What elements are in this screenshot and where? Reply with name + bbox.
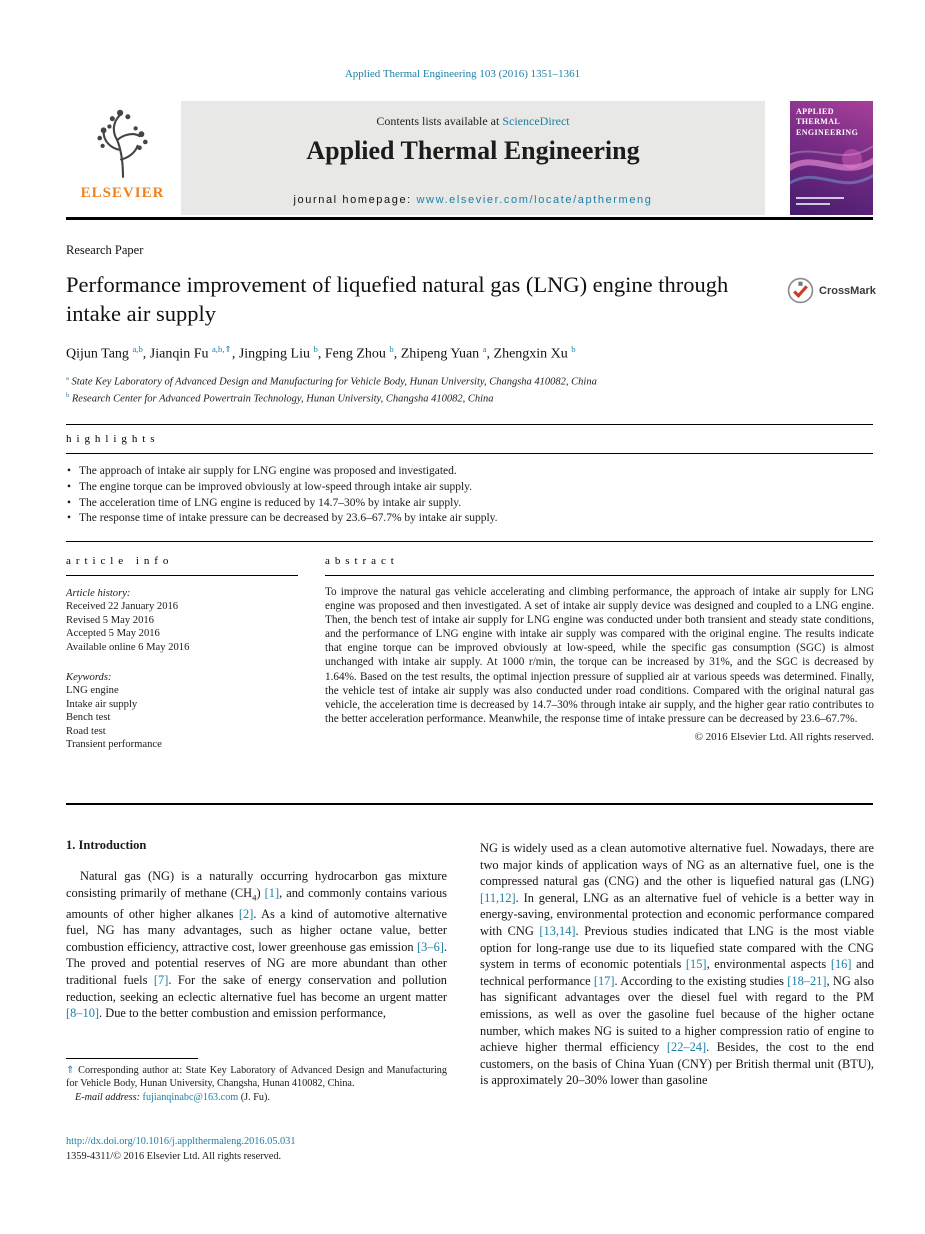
text-segment: , NG also has significant advantages over the diesel fuel with regard to the PM emissions, as well as over the gasoline fuel because of the higher octane number, which makes NG is suited to a higher compression ratio of engine to achieve higher thermal efficiency <box>480 973 874 1055</box>
info-spacer <box>66 654 298 671</box>
abstract-heading: abstract <box>325 555 399 567</box>
cover-text-line <box>796 203 830 205</box>
text-segment: a <box>66 375 69 382</box>
inline-link[interactable]: [11,12] <box>480 890 516 905</box>
text-segment: . Previous studies indicated that LNG is the most viable option for long-range use due to its liquefied state compared with the CNG system in terms of economic potentials <box>480 923 874 972</box>
inline-link[interactable]: [13,14] <box>539 923 576 938</box>
contents-line <box>181 114 765 129</box>
body-column-left-paragraph <box>66 868 447 1022</box>
inline-link[interactable]: [15] <box>685 957 707 972</box>
article-title: Performance improvement of liquefied natural gas (LNG) engine through intake air supply <box>66 272 729 326</box>
article-info-column <box>66 587 298 751</box>
homepage-url-link[interactable]: www.elsevier.com/locate/apthermeng <box>416 194 653 206</box>
text-segment: E-mail address: <box>75 1091 143 1103</box>
keyword-item: LNG engine <box>66 685 119 697</box>
text-segment: , and commonly contains various amounts of other higher alkanes <box>66 885 447 921</box>
highlight-item: • The approach of intake air supply for LNG engine was proposed and investigated. <box>66 464 836 480</box>
text-segment: a,b,⇑ <box>212 344 232 354</box>
keyword-item: Bench test <box>66 712 111 724</box>
journal-banner <box>181 101 765 215</box>
author-list <box>66 344 576 363</box>
text-segment: . As a kind of automotive alternative fuel, NG has many advantages, such as higher octane value, better combustion efficiency, attractive cost, lower greenhouse gas emission <box>66 906 447 954</box>
crossmark-label: CrossMark <box>819 284 876 297</box>
text-segment: a,b <box>132 344 143 354</box>
issn-copyright-line: 1359-4311/© 2016 Elsevier Ltd. All rights reserved. <box>66 1151 282 1162</box>
abstract-copyright: © 2016 Elsevier Ltd. All rights reserved. <box>694 730 874 743</box>
text-segment: b <box>571 344 576 354</box>
affiliations <box>66 372 597 406</box>
highlights-bottom-rule <box>66 541 873 542</box>
text-segment: , Feng Zhou <box>317 346 390 362</box>
inline-link[interactable]: [18–21] <box>787 973 827 988</box>
highlights-heading-rule <box>66 453 873 454</box>
cover-text-line <box>796 197 844 199</box>
elsevier-tree-icon <box>91 103 155 179</box>
highlight-item: • The response time of intake pressure can be decreased by 23.6–67.7% by intake air supply. <box>66 511 836 527</box>
text-segment: . According to the existing studies <box>614 973 788 988</box>
inline-link[interactable]: [22–24] <box>666 1040 707 1055</box>
article-history-label: Article history: <box>66 588 131 599</box>
text-segment: . The proved and potential reserves of NG are more abundant than other traditional fuels <box>66 939 447 988</box>
history-item: Revised 5 May 2016 <box>66 614 154 626</box>
abstract-column <box>325 585 874 743</box>
inline-link[interactable]: [3–6] <box>417 939 444 954</box>
text-segment: State Key Laboratory of Advanced Design and Manufacturing for Vehicle Body, Hunan University, Changsha 410082, China <box>68 376 597 388</box>
article-type-label: Research Paper <box>66 243 144 257</box>
highlight-item: • The engine torque can be improved obviously at low-speed through intake air supply. <box>66 480 836 496</box>
highlights-heading: highlights <box>66 433 160 445</box>
crossmark-icon <box>787 277 814 304</box>
text-segment: 4 <box>252 892 257 903</box>
sciencedirect-link[interactable]: ScienceDirect <box>502 114 570 128</box>
elsevier-logo <box>66 101 179 215</box>
text-segment: , Jianqin Fu <box>142 346 213 362</box>
text-segment: , Zhengxin Xu <box>486 346 572 362</box>
text-segment: b <box>66 392 70 399</box>
article-info-heading: article info <box>66 555 174 567</box>
abstract-text: To improve the natural gas vehicle accelerating and climbing performance, the approach of intake air supply for LNG engine was proposed and then investigated. A set of intake air supply device was designed and coupled to a LNG engine. Then, the bench test of intake air supply for LNG engine was conducted under both transient and steady state conditions, and the performance of LNG engine with intake air supply was compared with the original engine. The results indicate that engine torque can be improved obviously at low-speed, while the specific gas consumption (SGC) is almost unchanged with intake air supply. At 1000 r/min, the torque can be increased by 31%, and the SGC is decreased by 1.64%. Based on the test results, the optimal injection pressure of supplied air at various speeds was determined. Finally, the vehicle test of intake air supply was also conducted under road conditions. Compared with the original natural gas vehicle, the acceleration time is decreased by 14.7–30% through intake air supply, and the higher gear ratio contributes to the better acceleration performance. Meanwhile, the response time of intake pressure can be decreased by 23.6–67.7%. <box>325 586 874 725</box>
inline-link[interactable]: [1] <box>264 885 280 900</box>
affiliation-a <box>66 372 597 389</box>
article-history-list <box>66 600 298 654</box>
highlights-list <box>66 464 836 527</box>
text-segment: . Besides, the cost to the end customers, on the basis of China Yuan (CNY) per British thermal unit (BTU), is approximately 20–30% lower than gasoline <box>480 1040 874 1088</box>
inline-link[interactable]: [16] <box>830 957 852 972</box>
header-divider <box>66 217 873 220</box>
history-item: Available online 6 May 2016 <box>66 641 190 653</box>
elsevier-wordmark: ELSEVIER <box>80 185 165 201</box>
journal-title: Applied Thermal Engineering <box>306 136 640 165</box>
text-segment: and technical performance <box>480 957 874 988</box>
journal-header <box>66 101 873 215</box>
keywords-label: Keywords: <box>66 672 112 684</box>
affiliation-b <box>66 389 597 406</box>
footnote-block <box>66 1058 447 1104</box>
history-item: Accepted 5 May 2016 <box>66 628 160 640</box>
text-segment: . In general, LNG as an alternative fuel of vehicle is a better way in energy-saving, environmental protection and economic performance compared with CNG <box>480 890 874 938</box>
text-segment: ) <box>256 885 265 900</box>
text-segment: Research Center for Advanced Powertrain Technology, Hunan University, Changsha 410082, China <box>69 393 494 405</box>
text-segment: , Jingping Liu <box>231 346 314 362</box>
cover-title: APPLIED THERMAL ENGINEERING <box>796 107 859 137</box>
homepage-prefix-text: journal homepage: <box>293 194 417 206</box>
corresponding-author-note <box>66 1065 447 1091</box>
text-segment: NG is widely used as a clean automotive alternative fuel. Nowadays, there are two major kinds of application ways of NG as an alternative fuel, one is the compressed natural gas (CNG) and the other is liquefied natural gas (LNG) <box>480 841 874 889</box>
text-segment: (J. Fu). <box>238 1091 270 1103</box>
inline-link[interactable]: [8–10] <box>66 1006 100 1021</box>
journal-homepage-line <box>181 194 765 206</box>
text-segment: Qijun Tang <box>66 346 133 362</box>
article-info-rule <box>66 575 298 576</box>
text-segment: Natural gas (NG) is a naturally occurring hydrocarbon gas mixture consisting primarily of methane (CH <box>66 869 447 900</box>
doi-link[interactable]: http://dx.doi.org/10.1016/j.applthermaleng.2016.05.031 <box>66 1136 296 1147</box>
keyword-item: Intake air supply <box>66 698 138 710</box>
text-segment: , Zhipeng Yuan <box>393 346 483 362</box>
text-segment: a <box>482 344 487 354</box>
text-segment: b <box>389 344 394 354</box>
journal-cover-thumbnail[interactable] <box>790 101 873 215</box>
inline-link[interactable]: [17] <box>593 973 615 988</box>
keyword-item: Road test <box>66 725 106 737</box>
abstract-bottom-rule <box>66 803 873 805</box>
email-line <box>66 1092 447 1105</box>
body-column-right-paragraph <box>480 840 874 1089</box>
highlight-item: • The acceleration time of LNG engine is reduced by 14.7–30% by intake air supply. <box>66 496 836 512</box>
inline-link[interactable]: [7] <box>153 973 169 988</box>
inline-link[interactable]: [2] <box>238 906 254 921</box>
keywords-list <box>66 684 298 751</box>
section-heading-introduction: 1. Introduction <box>66 838 147 852</box>
keyword-item: Transient performance <box>66 739 162 751</box>
text-segment: b <box>313 344 318 354</box>
journal-citation-link[interactable]: Applied Thermal Engineering 103 (2016) 1351–1361 <box>344 68 581 80</box>
inline-link[interactable]: fujianqinabc@163.com <box>142 1091 239 1103</box>
contents-prefix-text: Contents lists available at <box>376 114 503 128</box>
footnote-rule <box>66 1058 198 1059</box>
text-segment: . Due to the better combustion and emission performance, <box>99 1006 387 1021</box>
highlights-top-rule <box>66 424 873 425</box>
text-segment: Corresponding author at: State Key Laboratory of Advanced Design and Manufacturing for Vehicle Body, Hunan University, Changsha, Hunan 410082, China. <box>66 1065 447 1089</box>
inline-link[interactable]: ⇑ <box>66 1065 75 1076</box>
text-segment: . For the sake of energy conservation and pollution reduction, seeking an eclectic alternative fuel has become an urgent matter <box>66 973 447 1004</box>
text-segment: , environmental aspects <box>706 957 831 972</box>
crossmark-badge[interactable] <box>787 277 876 304</box>
abstract-rule <box>325 575 874 576</box>
history-item: Received 22 January 2016 <box>66 601 179 613</box>
